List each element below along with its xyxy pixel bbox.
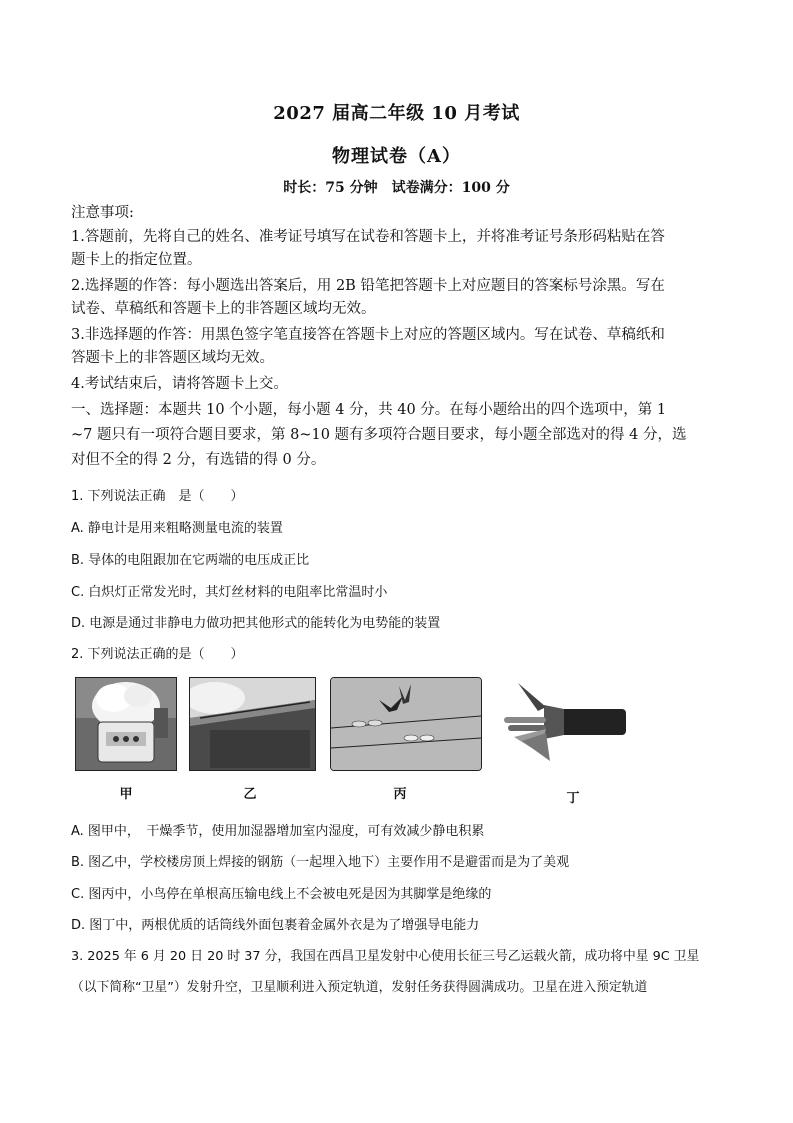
notice-line: 1.答题前，先将自己的姓名、准考证号填写在试卷和答题卡上，并将准考证号条形码粘贴在答	[71, 229, 665, 245]
section-line: 对但不全的得 2 分，有选错的得 0 分。	[71, 452, 326, 468]
q3-line: （以下简称“卫星”）发射升空，卫星顺利进入预定轨道，发射任务获得圆满成功。卫星在进入预定轨道	[71, 980, 648, 995]
birds-on-wire-photo	[330, 677, 482, 771]
q3-line: 3. 2025 年 6 月 20 日 20 时 37 分，我国在西昌卫星发射中心使用长征三号乙运载火箭，成功将中星 9C 卫星	[71, 949, 700, 964]
q1-option: B. 导体的电阻跟加在它两端的电压成正比	[71, 553, 310, 568]
exam-subtitle: 物理试卷（A）	[332, 146, 461, 167]
shielded-cable-photo	[500, 677, 630, 769]
section-line: 一、选择题：本题共 10 个小题，每小题 4 分，共 40 分。在每小题给出的四个选项中，第 1	[71, 402, 667, 418]
notice-line: 答题卡上的非答题区域均无效。	[71, 350, 274, 366]
q2-option: C. 图丙中，小鸟停在单根高压输电线上不会被电死是因为其脚掌是绝缘的	[71, 887, 492, 902]
caption-jia: 甲	[119, 787, 133, 802]
q1-option: D. 电源是通过非静电力做功把其他形式的能转化为电势能的装置	[71, 616, 441, 631]
section-line: ~7 题只有一项符合题目要求，第 8~10 题有多项符合题目要求，每小题全部选对的得 4 分，选	[71, 427, 687, 443]
q2-option: B. 图乙中，学校楼房顶上焊接的钢筋（一起埋入地下）主要作用不是避雷而是为了美观	[71, 855, 570, 870]
notice-line: 2.选择题的作答：每小题选出答案后，用 2B 铅笔把答题卡上对应题目的答案标号涂黑。写在	[71, 278, 665, 294]
q1-option: A. 静电计是用来粗略测量电流的装置	[71, 521, 283, 536]
q1-option: C. 白炽灯正常发光时，其灯丝材料的电阻率比常温时小	[71, 585, 388, 600]
notice-line: 题卡上的指定位置。	[71, 252, 202, 268]
notice-line: 4.考试结束后，请将答题卡上交。	[71, 376, 288, 392]
humidifier-photo	[75, 677, 177, 771]
q2-stem: 2. 下列说法正确的是（ ）	[71, 647, 244, 662]
q1-stem: 1. 下列说法正确 是（ ）	[71, 489, 244, 504]
caption-ding: 丁	[566, 791, 580, 806]
caption-bing: 丙	[393, 787, 407, 802]
notice-line: 试卷、草稿纸和答题卡上的非答题区域均无效。	[71, 301, 376, 317]
exam-title: 2027 届高二年级 10 月考试	[273, 103, 520, 124]
notice-heading: 注意事项:	[71, 205, 134, 221]
notice-line: 3.非选择题的作答：用黑色签字笔直接答在答题卡上对应的答题区域内。写在试卷、草稿纸和	[71, 327, 665, 343]
rooftop-photo	[189, 677, 316, 771]
exam-meta: 时长：75 分钟 试卷满分：100 分	[283, 180, 510, 196]
q2-option: A. 图甲中， 干燥季节，使用加湿器增加室内湿度，可有效减少静电积累	[71, 824, 485, 839]
q2-option: D. 图丁中，两根优质的话筒线外面包裹着金属外衣是为了增强导电能力	[71, 918, 480, 933]
caption-yi: 乙	[243, 787, 257, 802]
